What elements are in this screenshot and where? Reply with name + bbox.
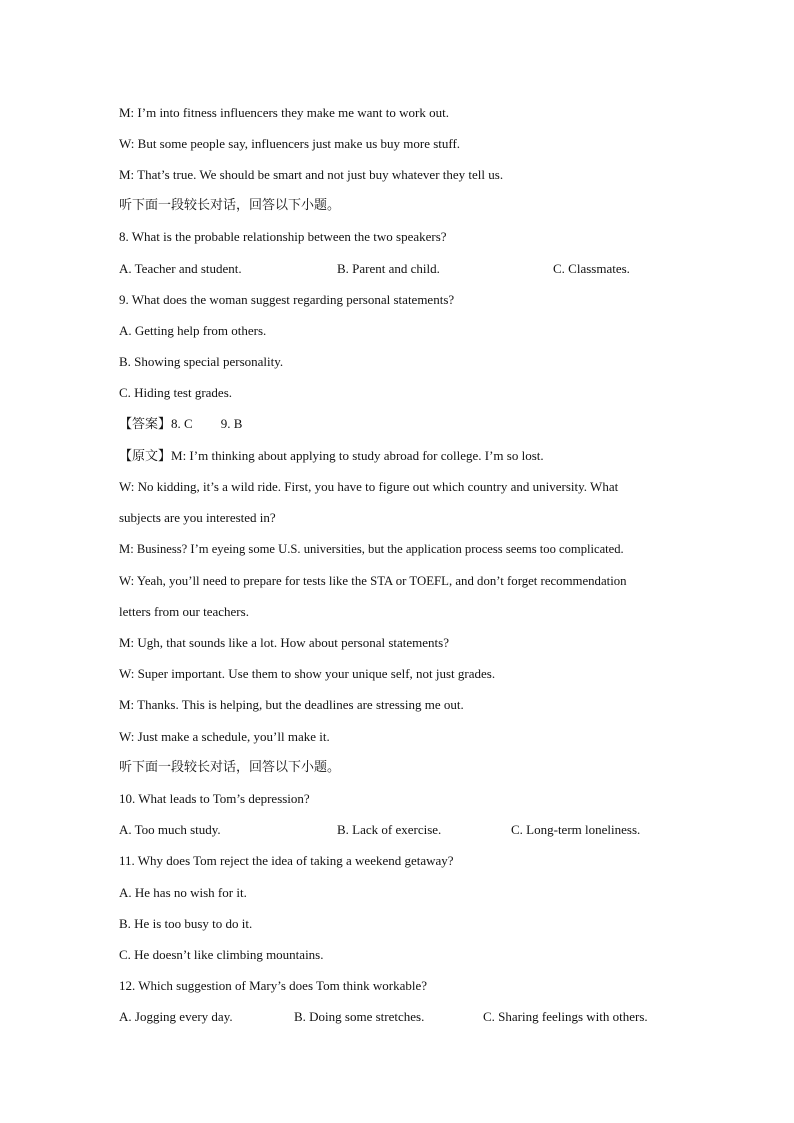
transcript-line: M: Thanks. This is helping, but the deadlines are stressing me out. (119, 697, 464, 712)
question-9: 9. What does the woman suggest regarding personal statements? (119, 292, 455, 307)
q9-option-a: A. Getting help from others. (119, 323, 267, 338)
transcript-line: W: Super important. Use them to show your unique self, not just grades. (119, 666, 496, 681)
answer-label: 【答案】 (119, 417, 172, 432)
transcript-line: W: Just make a schedule, you’ll make it. (119, 729, 330, 744)
q11-option-c: C. He doesn’t like climbing mountains. (119, 947, 324, 962)
answer-line (119, 415, 242, 434)
q10-option-a: A. Too much study. (119, 822, 221, 837)
q9-option-c: C. Hiding test grades. (119, 385, 233, 400)
question-8: 8. What is the probable relationship between the two speakers? (119, 229, 447, 244)
q10-option-b: B. Lack of exercise. (337, 822, 442, 837)
transcript-line: subjects are you interested in? (119, 510, 276, 525)
transcript-line: W: No kidding, it’s a wild ride. First, you have to figure out which country and university. What (119, 479, 619, 494)
transcript-line: letters from our teachers. (119, 604, 249, 619)
section-instruction: 听下面一段较长对话，回答以下小题。 (119, 198, 341, 213)
q9-option-b: B. Showing special personality. (119, 354, 284, 369)
section-instruction: 听下面一段较长对话，回答以下小题。 (119, 760, 341, 775)
answer-q8: 8. C (171, 416, 193, 431)
question-11: 11. Why does Tom reject the idea of taking a weekend getaway? (119, 853, 454, 868)
q11-option-b: B. He is too busy to do it. (119, 916, 253, 931)
q8-option-a: A. Teacher and student. (119, 261, 242, 276)
dialogue-line: W: But some people say, influencers just make us buy more stuff. (119, 136, 461, 151)
q8-option-b: B. Parent and child. (337, 261, 440, 276)
dialogue-line: M: I’m into fitness influencers they make me want to work out. (119, 105, 449, 120)
q12-option-a: A. Jogging every day. (119, 1009, 233, 1024)
q8-option-c: C. Classmates. (553, 261, 630, 276)
transcript-text: M: I’m thinking about applying to study abroad for college. I’m so lost. (171, 448, 544, 463)
dialogue-line: M: That’s true. We should be smart and not just buy whatever they tell us. (119, 167, 504, 182)
question-10: 10. What leads to Tom’s depression? (119, 791, 310, 806)
transcript-line: M: Business? I’m eyeing some U.S. universities, but the application process seems too complicated. (119, 542, 624, 556)
q12-option-b: B. Doing some stretches. (294, 1009, 425, 1024)
question-12: 12. Which suggestion of Mary’s does Tom think workable? (119, 978, 428, 993)
transcript-line: W: Yeah, you’ll need to prepare for tests like the STA or TOEFL, and don’t forget recommendation (119, 574, 627, 588)
transcript-line: M: Ugh, that sounds like a lot. How about personal statements? (119, 635, 450, 650)
q12-option-c: C. Sharing feelings with others. (483, 1009, 648, 1024)
transcript-label: 【原文】 (119, 449, 172, 464)
q11-option-a: A. He has no wish for it. (119, 885, 247, 900)
transcript-first-line (119, 447, 544, 466)
answer-q9: 9. B (220, 416, 243, 431)
q10-option-c: C. Long-term loneliness. (511, 822, 641, 837)
